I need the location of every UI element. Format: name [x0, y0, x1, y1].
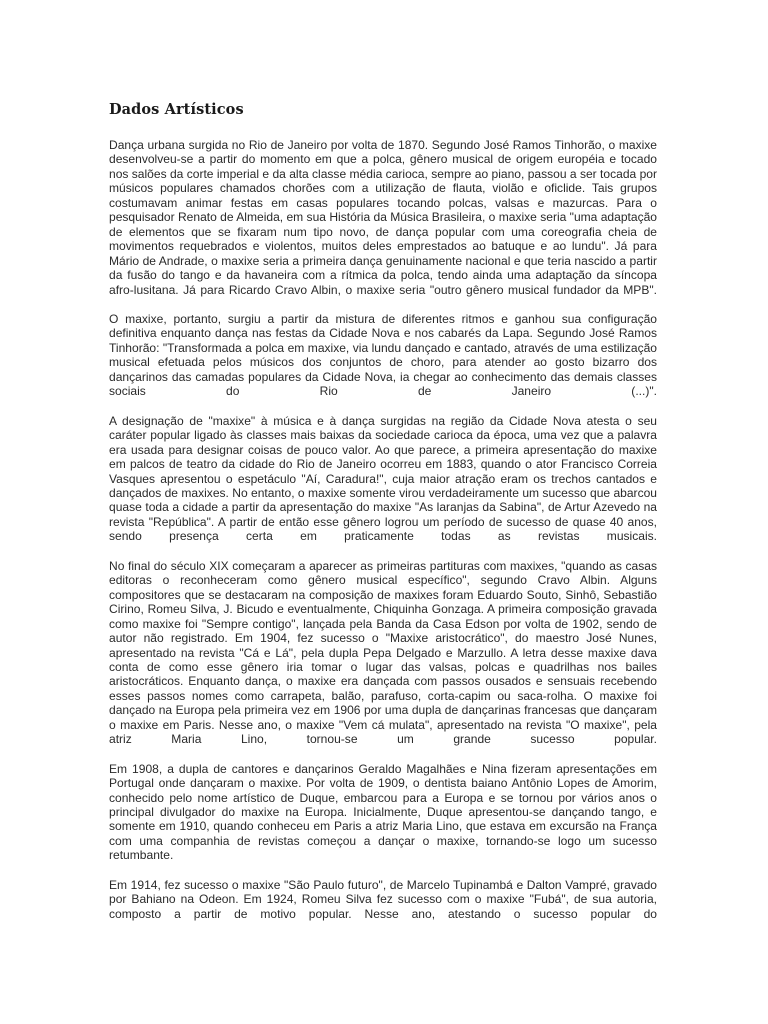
section-heading: Dados Artísticos [109, 101, 244, 118]
paragraph-1: Dança urbana surgida no Rio de Janeiro por volta de 1870. Segundo José Ramos Tinhorão, o maxixe desenvolveu-se a partir do momento em que a polca, gênero musical de origem européia e tocado nos salões da corte imperial e da alta classe média carioca, sempre ao piano, passou a ser tocada por músicos populares chamados chorões com a utilização de flauta, violão e oficlide. Tais grupos costumavam animar festas em casas populares tocando polcas, valsas e mazurcas. Para o pesquisador Renato de Almeida, em sua História da Música Brasileira, o maxixe seria "uma adaptação de elementos que se fixaram num tipo novo, de dança popular com uma coreografia cheia de movimentos requebrados e violentos, muitos deles emprestados ao batuque e ao lundu". Já para Mário de Andrade, o maxixe seria a primeira dança genuinamente nacional e que teria nascido a partir da fusão do tango e da havaneira com a rítmica da polca, tendo ainda uma adaptação da síncopa afro-lusitana. Já para Ricardo Cravo Albin, o maxixe seria "outro gênero musical fundador da MPB". [109, 138, 658, 297]
paragraph-4: No final do século XIX começaram a aparecer as primeiras partituras com maxixes, "quando as casas editoras o reconheceram como gênero musical específico", segundo Cravo Albin. Alguns compositores que se destacaram na composição de maxixes foram Eduardo Souto, Sinhô, Sebastião Cirino, Romeu Silva, J. Bicudo e eventualmente, Chiquinha Gonzaga. A primeira composição gravada como maxixe foi "Sempre contigo", lançada pela Banda da Casa Edson por volta de 1902, sendo de autor não registrado. Em 1904, fez sucesso o "Maxixe aristocrático", do maestro José Nunes, apresentado na revista "Cá e Lá", pela dupla Pepa Delgado e Marzullo. A letra desse maxixe dava conta de como esse gênero iria tomar o lugar das valsas, polcas e quadrilhas nos bailes aristocráticos. Enquanto dança, o maxixe era dançada com passos ousados e sensuais recebendo esses passos nomes como carrapeta, balão, parafuso, corta-capim ou saca-rolha. O maxixe foi dançado na Europa pela primeira vez em 1906 por uma dupla de dançarinas francesas que dançaram o maxixe em Paris. Nesse ano, o maxixe "Vem cá mulata", apresentado na revista "O maxixe", pela atriz Maria Lino, tornou-se um grande sucesso popular. [109, 558, 657, 747]
paragraph-5: Em 1908, a dupla de cantores e dançarinos Geraldo Magalhães e Nina fizeram apresentações em Portugal onde dançaram o maxixe. Por volta de 1909, o dentista baiano Antônio Lopes de Amorim, conhecido pelo nome artístico de Duque, embarcou para a Europa e se tornou por vários anos o principal divulgador do maxixe na Europa. Inicialmente, Duque apresentou-se dançando tango, e somente em 1910, quando conheceu em Paris a atriz Maria Lino, que estava em excursão na França com uma companhia de revistas começou a dançar o maxixe, tornando-se logo um sucesso retumbante. [109, 761, 657, 863]
paragraph-2: O maxixe, portanto, surgiu a partir da mistura de diferentes ritmos e ganhou sua configuração definitiva enquanto dança nas festas da Cidade Nova e nos cabarés da Lapa. Segundo José Ramos Tinhorão: "Transformada a polca em maxixe, via lundu dançado e cantado, através de uma estilização musical efetuada pelos músicos dos conjuntos de choro, para atender ao gosto bizarro dos dançarinos das camadas populares da Cidade Nova, ia chegar ao conhecimento das demais classes sociais do Rio de Janeiro (...)". [109, 311, 657, 399]
paragraph-3: A designação de "maxixe" à música e à dança surgidas na região da Cidade Nova atesta o seu caráter popular ligado às classes mais baixas da sociedade carioca da época, uma vez que a palavra era usada para designar coisas de pouco valor. Ao que parece, a primeira apresentação do maxixe em palcos de teatro da cidade do Rio de Janeiro ocorreu em 1883, quando o ator Francisco Correia Vasques apresentou o espetáculo "Aí, Caradura!", cuja maior atração eram os trechos cantados e dançados de maxixes. No entanto, o maxixe somente virou verdadeiramente um sucesso que abarcou quase toda a cidade a partir da apresentação do maxixe "As laranjas da Sabina", de Artur Azevedo na revista "República". A partir de então esse gênero logrou um período de sucesso de quase 40 anos, sendo presença certa em praticamente todas as revistas musicais. [109, 413, 657, 544]
document-body [109, 138, 657, 936]
paragraph-6: Em 1914, fez sucesso o maxixe "São Paulo futuro", de Marcelo Tupinambá e Dalton Vampré, gravado por Bahiano na Odeon. Em 1924, Romeu Silva fez sucesso com o maxixe "Fubá", de sua autoria, composto a partir de motivo popular. Nesse ano, atestando o sucesso popular do [109, 877, 657, 921]
